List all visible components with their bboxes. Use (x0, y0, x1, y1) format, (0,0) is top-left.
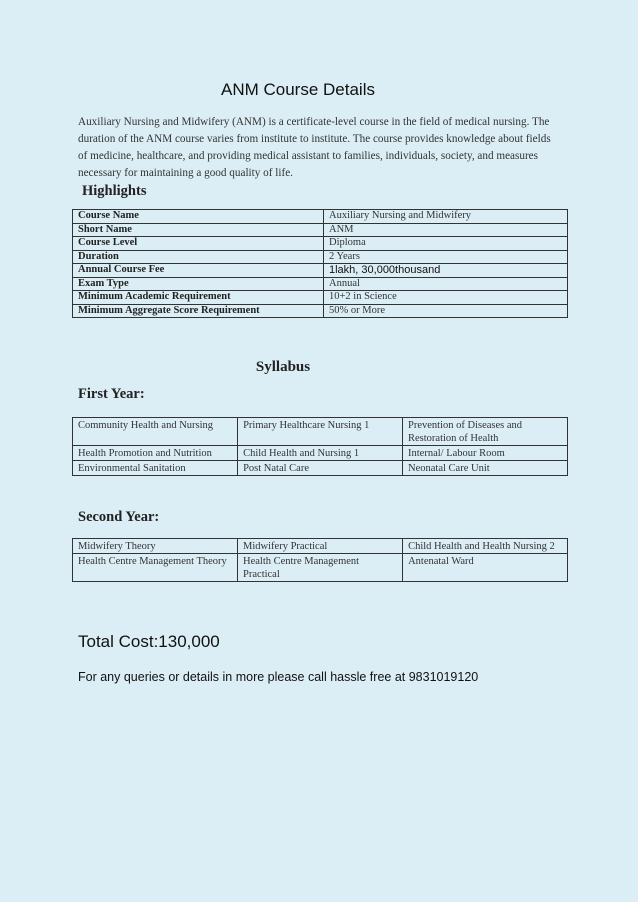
page-title: ANM Course Details (221, 80, 375, 99)
table-row (73, 554, 568, 582)
table-cell: Neonatal Care Unit (403, 461, 568, 476)
highlight-value: 50% or More (324, 304, 568, 318)
table-cell: Health Promotion and Nutrition (73, 446, 238, 461)
table-row (73, 237, 568, 251)
highlight-value: 10+2 in Science (324, 291, 568, 305)
highlight-value: Annual (324, 277, 568, 291)
contact-line: For any queries or details in more please call hassle free at 9831019120 (78, 670, 479, 684)
table-cell: Child Health and Health Nursing 2 (403, 539, 568, 554)
intro-paragraph: Auxiliary Nursing and Midwifery (ANM) is a certificate-level course in the field of medical nursing. The duration of the ANM course varies from institute to institute. The course provides knowledge about fields of medicine, healthcare, and providing medical assistant to families, individuals, society, and measures necessary for maintaining a good quality of life. (78, 116, 551, 179)
table-row (73, 446, 568, 461)
second-year-heading: Second Year: (78, 509, 160, 525)
highlight-value: 2 Years (324, 250, 568, 264)
table-row (73, 461, 568, 476)
table-cell: Health Centre Management Practical (238, 554, 403, 582)
second-year-table (72, 538, 568, 582)
table-cell: Antenatal Ward (403, 554, 568, 582)
table-row (73, 264, 568, 278)
table-row (73, 539, 568, 554)
highlight-key: Minimum Academic Requirement (73, 291, 324, 305)
table-row (73, 291, 568, 305)
highlights-heading: Highlights (82, 183, 147, 199)
highlight-key: Duration (73, 250, 324, 264)
table-row (73, 304, 568, 318)
table-cell: Internal/ Labour Room (403, 446, 568, 461)
highlight-value: Auxiliary Nursing and Midwifery (324, 210, 568, 224)
table-cell: Health Centre Management Theory (73, 554, 238, 582)
highlight-key: Exam Type (73, 277, 324, 291)
total-cost: Total Cost:130,000 (78, 632, 220, 651)
first-year-table (72, 417, 568, 476)
first-year-heading: First Year: (78, 386, 145, 402)
table-cell: Child Health and Nursing 1 (238, 446, 403, 461)
table-cell: Primary Healthcare Nursing 1 (238, 418, 403, 446)
table-cell: Midwifery Theory (73, 539, 238, 554)
highlight-key: Course Name (73, 210, 324, 224)
syllabus-heading: Syllabus (255, 359, 311, 375)
highlight-key: Course Level (73, 237, 324, 251)
highlight-key: Short Name (73, 223, 324, 237)
highlight-value: Diploma (324, 237, 568, 251)
table-row (73, 250, 568, 264)
table-cell: Post Natal Care (238, 461, 403, 476)
table-row (73, 210, 568, 224)
table-row (73, 277, 568, 291)
highlight-value: 1lakh, 30,000thousand (324, 264, 568, 278)
table-row (73, 418, 568, 446)
table-row (73, 223, 568, 237)
highlights-table (72, 209, 568, 318)
table-cell: Environmental Sanitation (73, 461, 238, 476)
highlight-key: Minimum Aggregate Score Requirement (73, 304, 324, 318)
table-cell: Prevention of Diseases and Restoration of Health (403, 418, 568, 446)
highlight-value: ANM (324, 223, 568, 237)
table-cell: Community Health and Nursing (73, 418, 238, 446)
table-cell: Midwifery Practical (238, 539, 403, 554)
highlight-key: Annual Course Fee (73, 264, 324, 278)
